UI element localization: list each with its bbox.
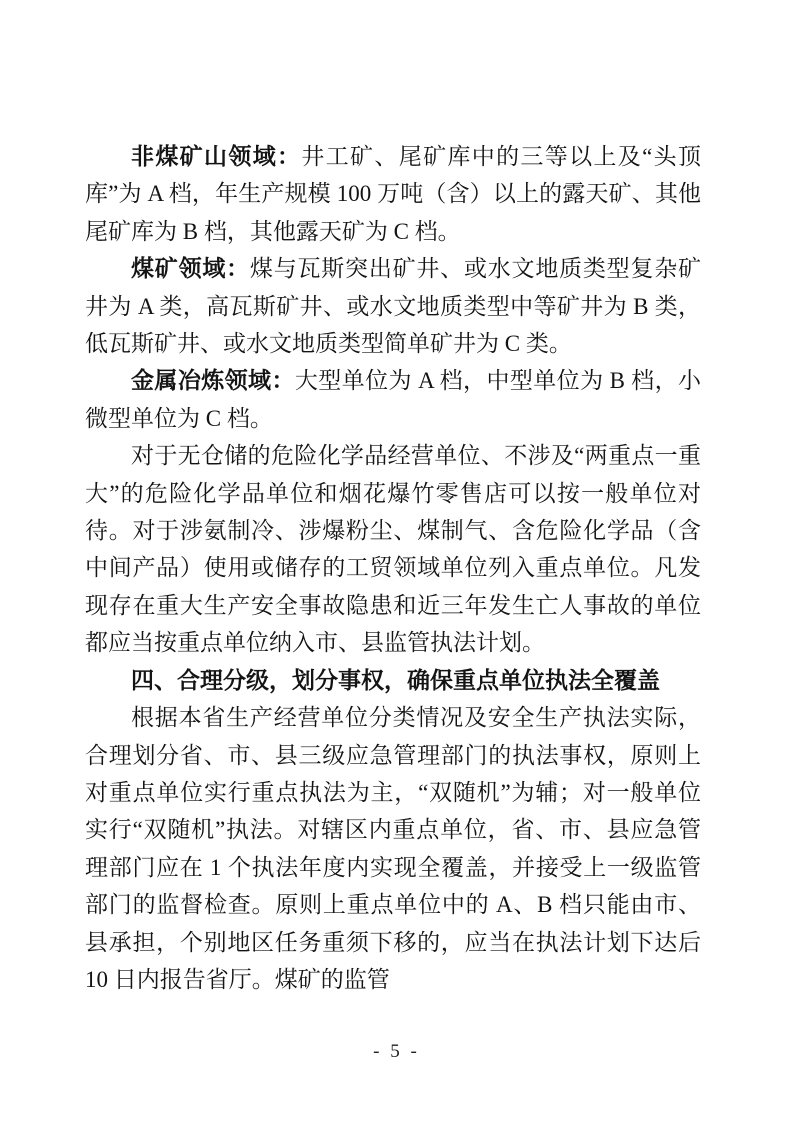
paragraph-metal-smelting <box>85 362 701 437</box>
paragraph-coal-mine <box>85 250 701 362</box>
paragraph-lead: 煤矿领域： <box>131 256 250 282</box>
paragraph-text: 井工矿、尾矿库中的三等以上及“头顶库”为 A 档，年生产规模 100 万吨（含）以上的露天矿、其他尾矿库为 B 档，其他露天矿为 C 档。 <box>85 144 701 244</box>
paragraph-enforcement-authority <box>85 699 701 998</box>
paragraph-non-coal-mine <box>85 138 701 250</box>
paragraph-text: 对于无仓储的危险化学品经营单位、不涉及“两重点一重大”的危险化学品单位和烟花爆竹零售店可以按一般单位对待。对于涉氨制冷、涉爆粉尘、煤制气、含危险化学品（含中间产品）使用或储存的工贸领域单位列入重点单位。凡发现存在重大生产安全事故隐患和近三年发生亡人事故的单位都应当按重点单位纳入市、县监管执法计划。 <box>85 443 701 656</box>
paragraph-text: 煤与瓦斯突出矿井、或水文地质类型复杂矿井为 A 类，高瓦斯矿井、或水文地质类型中等矿井为 B 类，低瓦斯矿井、或水文地质类型简单矿井为 C 类。 <box>85 256 702 357</box>
page-number: - 5 - <box>373 1041 420 1062</box>
paragraph-text: 根据本省生产经营单位分类情况及安全生产执法实际，合理划分省、市、县三级应急管理部门的执法事权，原则上对重点单位实行重点执法为主，“双随机”为辅；对一般单位实行“双随机”执法。对辖区内重点单位，省、市、县应急管理部门应在 1 个执法年度内实现全覆盖，并接受上一级监管部门的监督检查。原则上重点单位中的 A、B 档只能由市、县承担，个别地区任务重须下移的，应当在执法计划下达后 10 日内报告省厅。煤矿的监管 <box>85 705 701 992</box>
paragraph-lead: 非煤矿山领域： <box>131 144 302 169</box>
section-heading <box>85 662 701 699</box>
paragraph-text: 大型单位为 A 档，中型单位为 B 档，小微型单位为 C 档。 <box>85 368 701 431</box>
section-heading-text: 四、合理分级，划分事权，确保重点单位执法全覆盖 <box>131 667 660 693</box>
paragraph-hazchem-units <box>85 437 701 661</box>
document-body <box>85 138 701 998</box>
paragraph-lead: 金属冶炼领域： <box>131 368 295 394</box>
